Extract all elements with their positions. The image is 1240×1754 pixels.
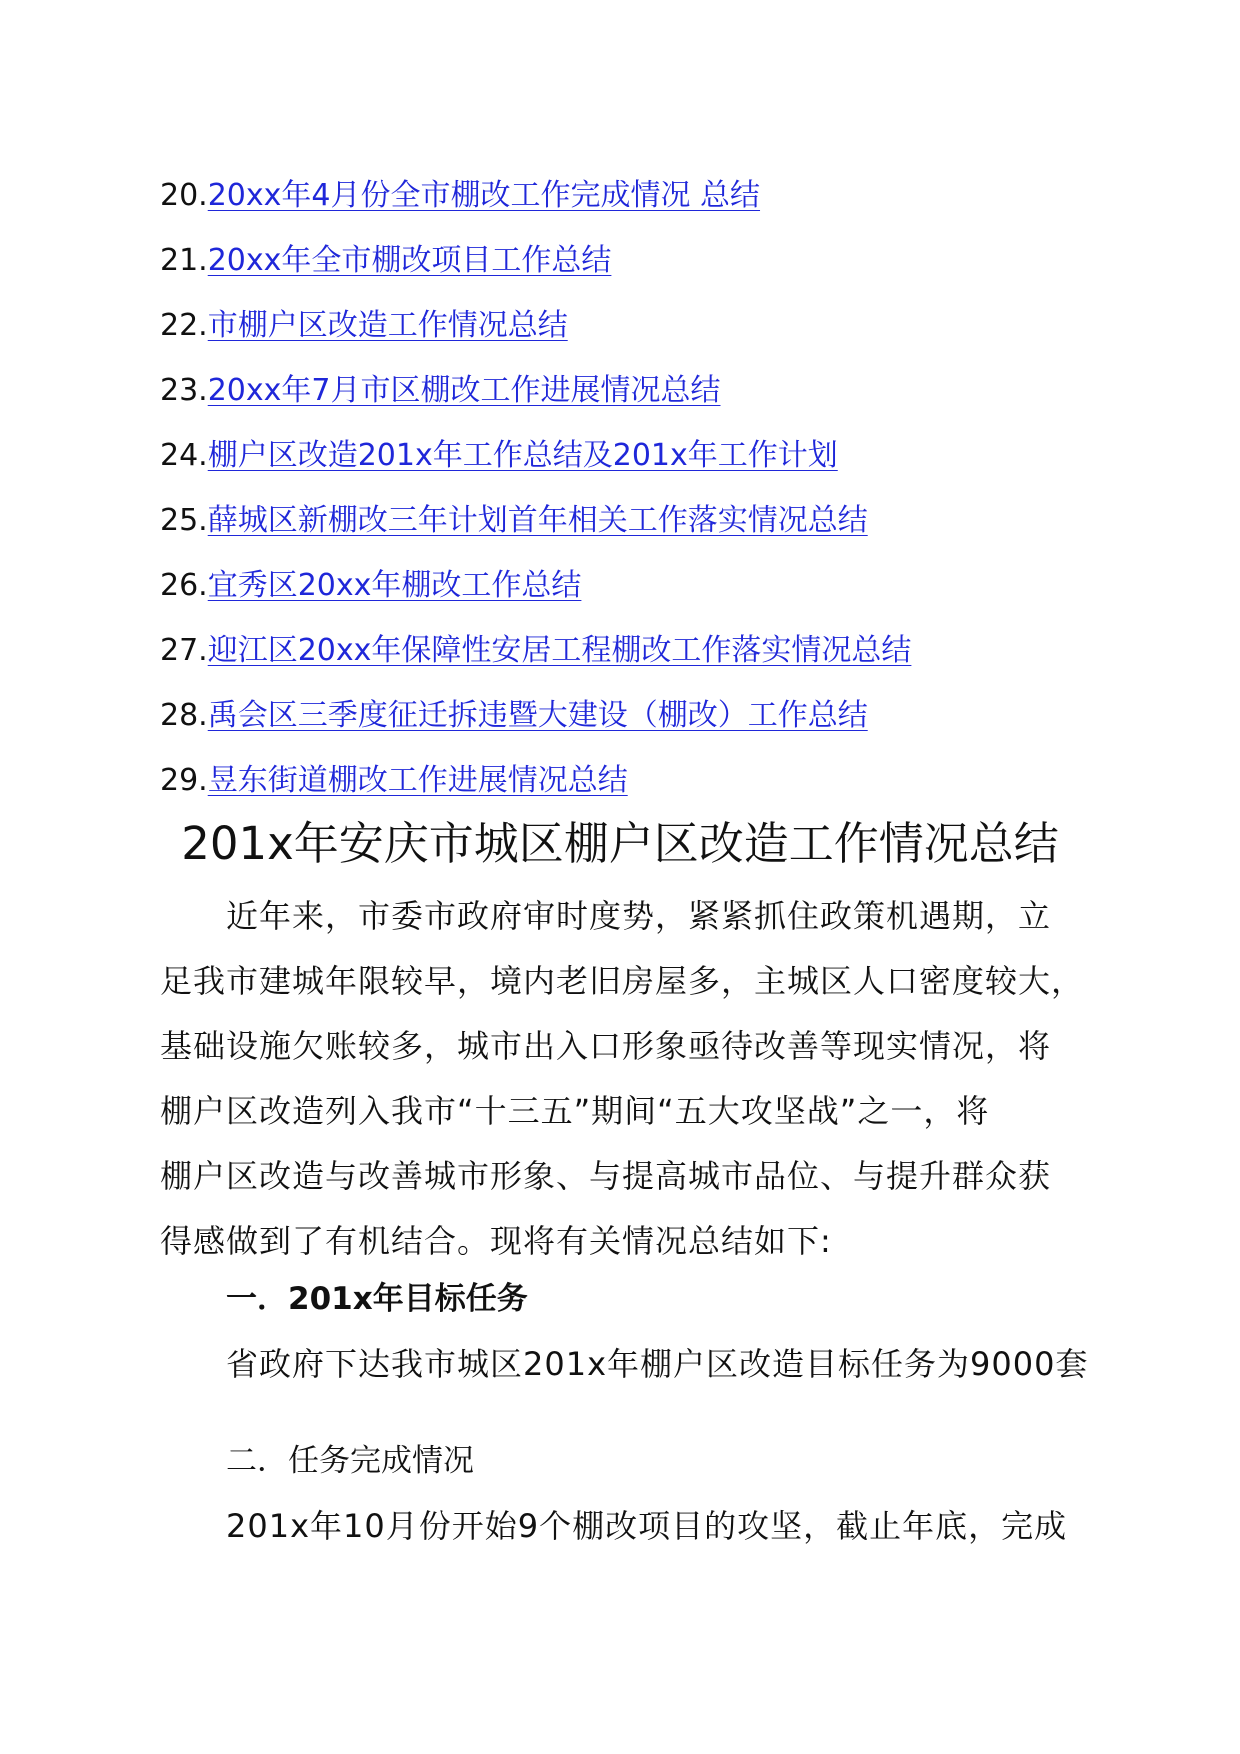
intro-line: 基础设施欠账较多，城市出入口形象亟待改善等现实情况，将 (160, 1027, 1052, 1065)
intro-line: 棚户区改造与改善城市形象、与提高城市品位、与提升群众获 (160, 1157, 1052, 1195)
toc-number: 27. (160, 633, 208, 668)
intro-line: 近年来，市委市政府审时度势，紧紧抓住政策机遇期，立 (226, 897, 1052, 935)
toc-item (160, 497, 911, 562)
intro-line: 得感做到了有机结合。现将有关情况总结如下: (160, 1222, 832, 1260)
toc-item (160, 692, 911, 757)
toc-number: 28. (160, 698, 208, 733)
toc-number: 21. (160, 243, 208, 278)
toc-link[interactable]: 20xx年全市棚改项目工作总结 (207, 243, 612, 278)
toc-item (160, 367, 911, 432)
toc-number: 26. (160, 568, 208, 603)
toc-item (160, 172, 911, 237)
toc-number: 24. (160, 438, 208, 473)
toc-number: 25. (160, 503, 208, 538)
toc-link[interactable]: 迎江区20xx年保障性安居工程棚改工作落实情况总结 (207, 633, 912, 668)
document-title: 201x年安庆市城区棚户区改造工作情况总结 (181, 817, 1059, 870)
toc-item (160, 627, 911, 692)
toc-link[interactable]: 20xx年4月份全市棚改工作完成情况 总结 (207, 178, 761, 213)
toc-link[interactable]: 市棚户区改造工作情况总结 (207, 308, 568, 343)
intro-paragraph (160, 884, 1120, 1274)
toc-item (160, 302, 911, 367)
section-heading-completion: 二．任务完成情况 (226, 1443, 474, 1479)
toc-item (160, 562, 911, 627)
table-of-contents (160, 172, 911, 822)
intro-line: 棚户区改造列入我市“十三五”期间“五大攻坚战”之一，将 (160, 1092, 990, 1130)
toc-number: 20. (160, 178, 208, 213)
section-heading-targets: 一．201x年目标任务 (226, 1281, 528, 1317)
toc-item (160, 432, 911, 497)
toc-number: 22. (160, 308, 208, 343)
toc-link[interactable]: 棚户区改造201x年工作总结及201x年工作计划 (207, 438, 838, 473)
toc-link[interactable]: 20xx年7月市区棚改工作进展情况总结 (207, 373, 721, 408)
toc-number: 29. (160, 763, 208, 798)
intro-line: 足我市建城年限较早，境内老旧房屋多，主城区人口密度较大， (160, 962, 1085, 1000)
section-targets-text: 省政府下达我市城区201x年棚户区改造目标任务为9000套 (226, 1345, 1089, 1383)
section-completion-text: 201x年10月份开始9个棚改项目的攻坚，截止年底，完成 (226, 1507, 1068, 1545)
toc-link[interactable]: 宜秀区20xx年棚改工作总结 (207, 568, 582, 603)
toc-item (160, 237, 911, 302)
toc-number: 23. (160, 373, 208, 408)
toc-link[interactable]: 禹会区三季度征迁拆违暨大建设（棚改）工作总结 (207, 698, 868, 733)
toc-link[interactable]: 昱东街道棚改工作进展情况总结 (207, 763, 628, 798)
toc-link[interactable]: 薛城区新棚改三年计划首年相关工作落实情况总结 (207, 503, 868, 538)
